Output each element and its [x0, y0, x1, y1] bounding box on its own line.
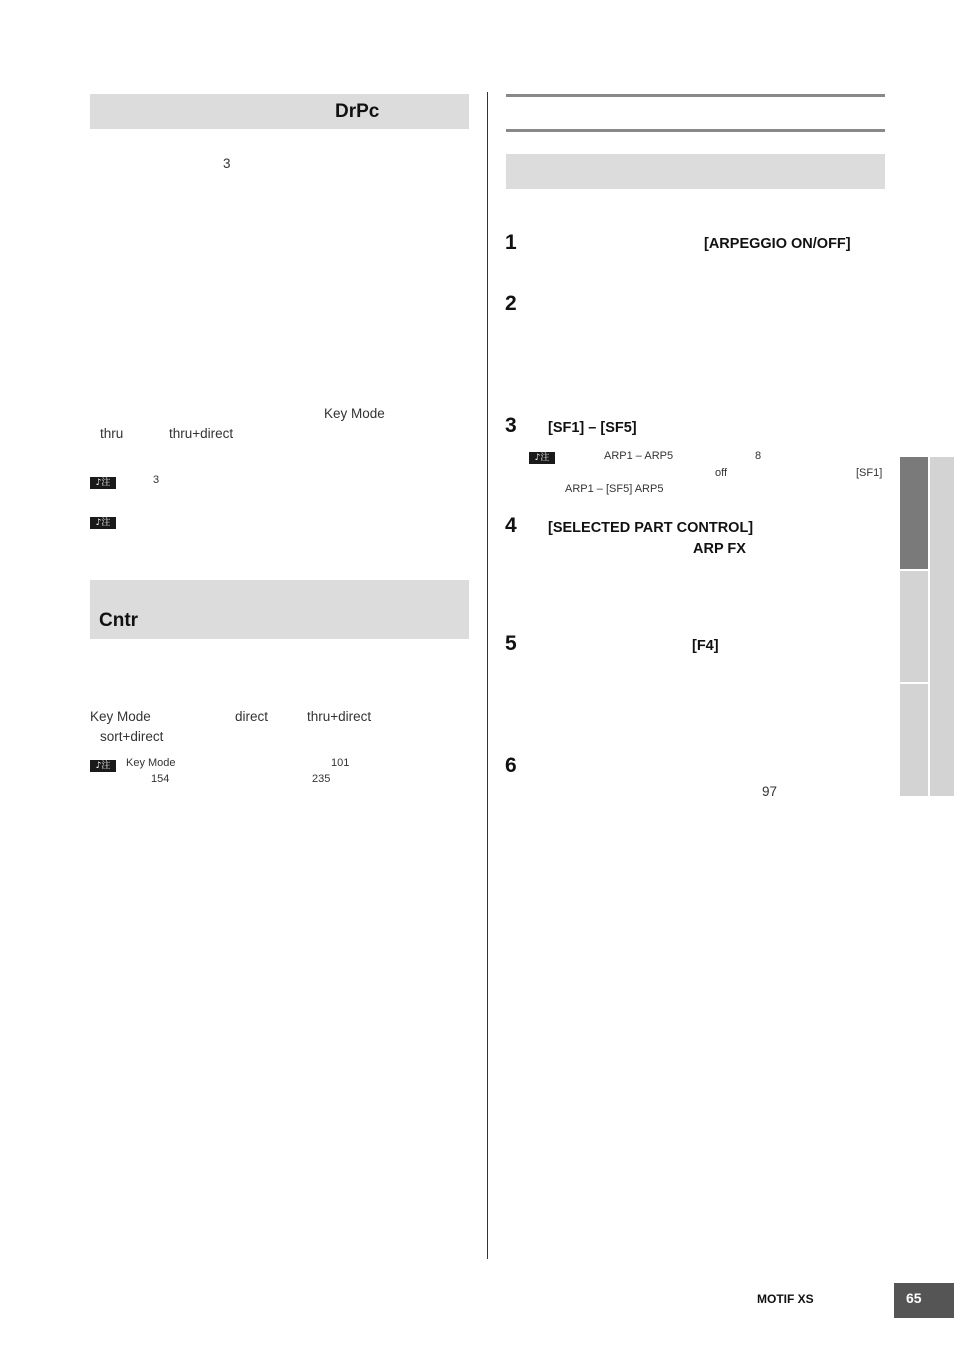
note-icon: ♪注	[90, 760, 116, 772]
step4-arpfx-label: ARP FX	[693, 541, 746, 557]
step-number-3: 3	[505, 414, 517, 437]
step-number-2: 2	[505, 292, 517, 315]
step-number-5: 5	[505, 632, 517, 655]
section-rule-bottom	[506, 129, 885, 132]
note-text-page-235: 235	[312, 773, 331, 785]
step3-note-line2: ARP1 – [SF5] ARP5	[565, 483, 664, 495]
body-text-thru-direct-2: thru+direct	[307, 709, 372, 724]
side-tab[interactable]	[900, 571, 928, 682]
note-icon: ♪注	[90, 477, 116, 489]
footer-product-name: MOTIF XS	[757, 1292, 814, 1306]
column-divider	[487, 92, 488, 1259]
section-header-cntr	[90, 580, 469, 639]
note-text-keymode: Key Mode	[126, 757, 176, 769]
step3-button-label: [SF1] – [SF5]	[548, 420, 637, 436]
section-header-drpc-title: DrPc	[335, 101, 380, 122]
step-number-4: 4	[505, 514, 517, 537]
body-text-direct: direct	[235, 709, 269, 724]
step1-button-label: [ARPEGGIO ON/OFF]	[704, 236, 851, 252]
section-header-cntr-title: Cntr	[99, 610, 139, 631]
step-number-1: 1	[505, 231, 517, 254]
note-text-number: 3	[153, 474, 160, 486]
section-header-drpc	[90, 94, 469, 129]
note-text-page-101: 101	[331, 757, 350, 769]
step3-note-off: off	[715, 467, 728, 479]
section-rule-top	[506, 94, 885, 97]
page-number-box	[894, 1283, 954, 1318]
subsection-header-bar	[506, 154, 885, 189]
body-text-number: 3	[223, 156, 231, 171]
body-text-thru-direct: thru+direct	[169, 426, 234, 441]
side-tab-active[interactable]	[900, 457, 928, 569]
note-icon: ♪注	[529, 452, 555, 464]
step6-page-ref: 97	[762, 784, 778, 799]
note-text-page-154: 154	[151, 773, 170, 785]
side-tab-edge	[930, 457, 954, 796]
page-number: 65	[906, 1290, 922, 1306]
body-text-thru: thru	[100, 426, 124, 441]
body-text-keymode: Key Mode	[324, 406, 385, 421]
side-tab[interactable]	[900, 684, 928, 796]
step3-note-range: ARP1 – ARP5	[604, 450, 674, 462]
step5-button-label: [F4]	[692, 638, 719, 654]
step3-note-8: 8	[755, 450, 762, 462]
body-text-keymode-2: Key Mode	[90, 709, 151, 724]
note-icon: ♪注	[90, 517, 116, 529]
body-text-sort-direct: sort+direct	[100, 729, 164, 744]
step4-button-label: [SELECTED PART CONTROL]	[548, 520, 754, 536]
step3-note-sf1: [SF1]	[856, 467, 883, 479]
step-number-6: 6	[505, 754, 517, 777]
